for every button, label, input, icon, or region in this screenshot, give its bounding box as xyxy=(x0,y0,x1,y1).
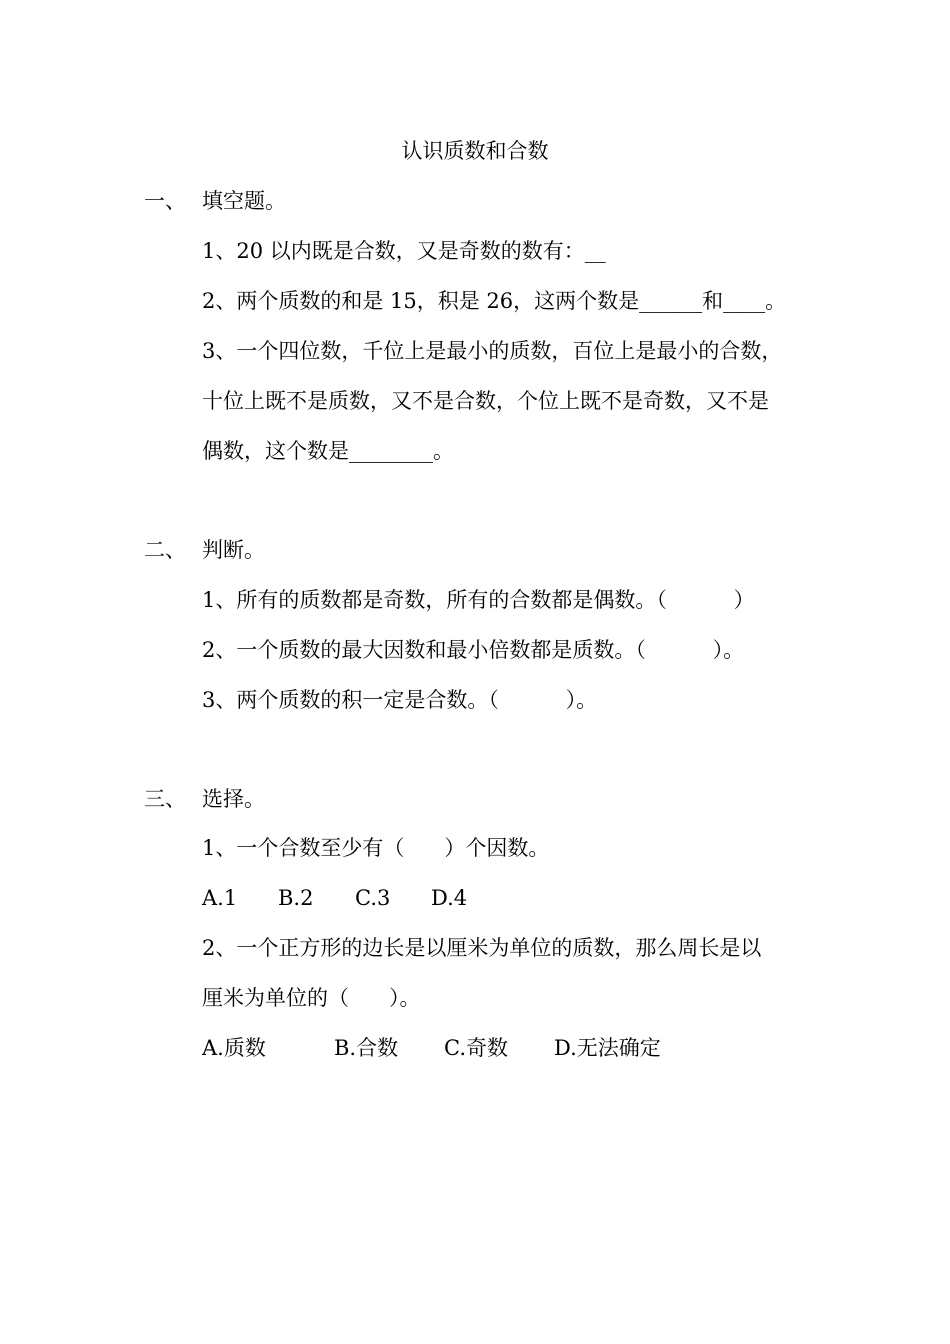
choice-1-option-c: C.3 xyxy=(355,886,391,910)
fill-question-3-line-3: 偶数，这个数是________。 xyxy=(202,439,454,463)
section-3-title: 选择。 xyxy=(202,787,265,811)
fill-question-2: 2、两个质数的和是 15，积是 26，这两个数是______和____。 xyxy=(202,289,787,313)
section-1-number: 一、 xyxy=(144,189,186,213)
choice-2-option-b: B.合数 xyxy=(334,1036,399,1060)
choice-1-option-b: B.2 xyxy=(278,886,314,910)
judge-question-3: 3、两个质数的积一定是合数。（ ）。 xyxy=(202,688,598,712)
choice-question-2-line-1: 2、一个正方形的边长是以厘米为单位的质数，那么周长是以 xyxy=(202,936,762,960)
choice-1-option-d: D.4 xyxy=(431,886,468,910)
choice-2-option-c: C.奇数 xyxy=(444,1036,508,1060)
judge-question-2: 2、一个质数的最大因数和最小倍数都是质数。（ ）。 xyxy=(202,638,745,662)
section-2-number: 二、 xyxy=(144,538,186,562)
choice-2-option-d: D.无法确定 xyxy=(554,1036,661,1060)
choice-1-option-a: A.1 xyxy=(202,886,238,910)
choice-question-2-line-2: 厘米为单位的（ ）。 xyxy=(202,986,421,1010)
section-2-title: 判断。 xyxy=(202,538,265,562)
section-1-title: 填空题。 xyxy=(202,189,286,213)
choice-2-option-a: A.质数 xyxy=(202,1036,266,1060)
judge-question-1: 1、所有的质数都是奇数，所有的合数都是偶数。（ ） xyxy=(202,588,755,612)
choice-question-1: 1、一个合数至少有（ ）个因数。 xyxy=(202,836,550,860)
page-title: 认识质数和合数 xyxy=(401,139,549,163)
section-3-number: 三、 xyxy=(144,787,186,811)
fill-question-3-line-1: 3、一个四位数，千位上是最小的质数，百位上是最小的合数， xyxy=(202,339,783,363)
fill-question-1: 1、20 以内既是合数，又是奇数的数有：__ xyxy=(202,239,606,263)
fill-question-3-line-2: 十位上既不是质数，又不是合数，个位上既不是奇数，又不是 xyxy=(202,389,769,413)
